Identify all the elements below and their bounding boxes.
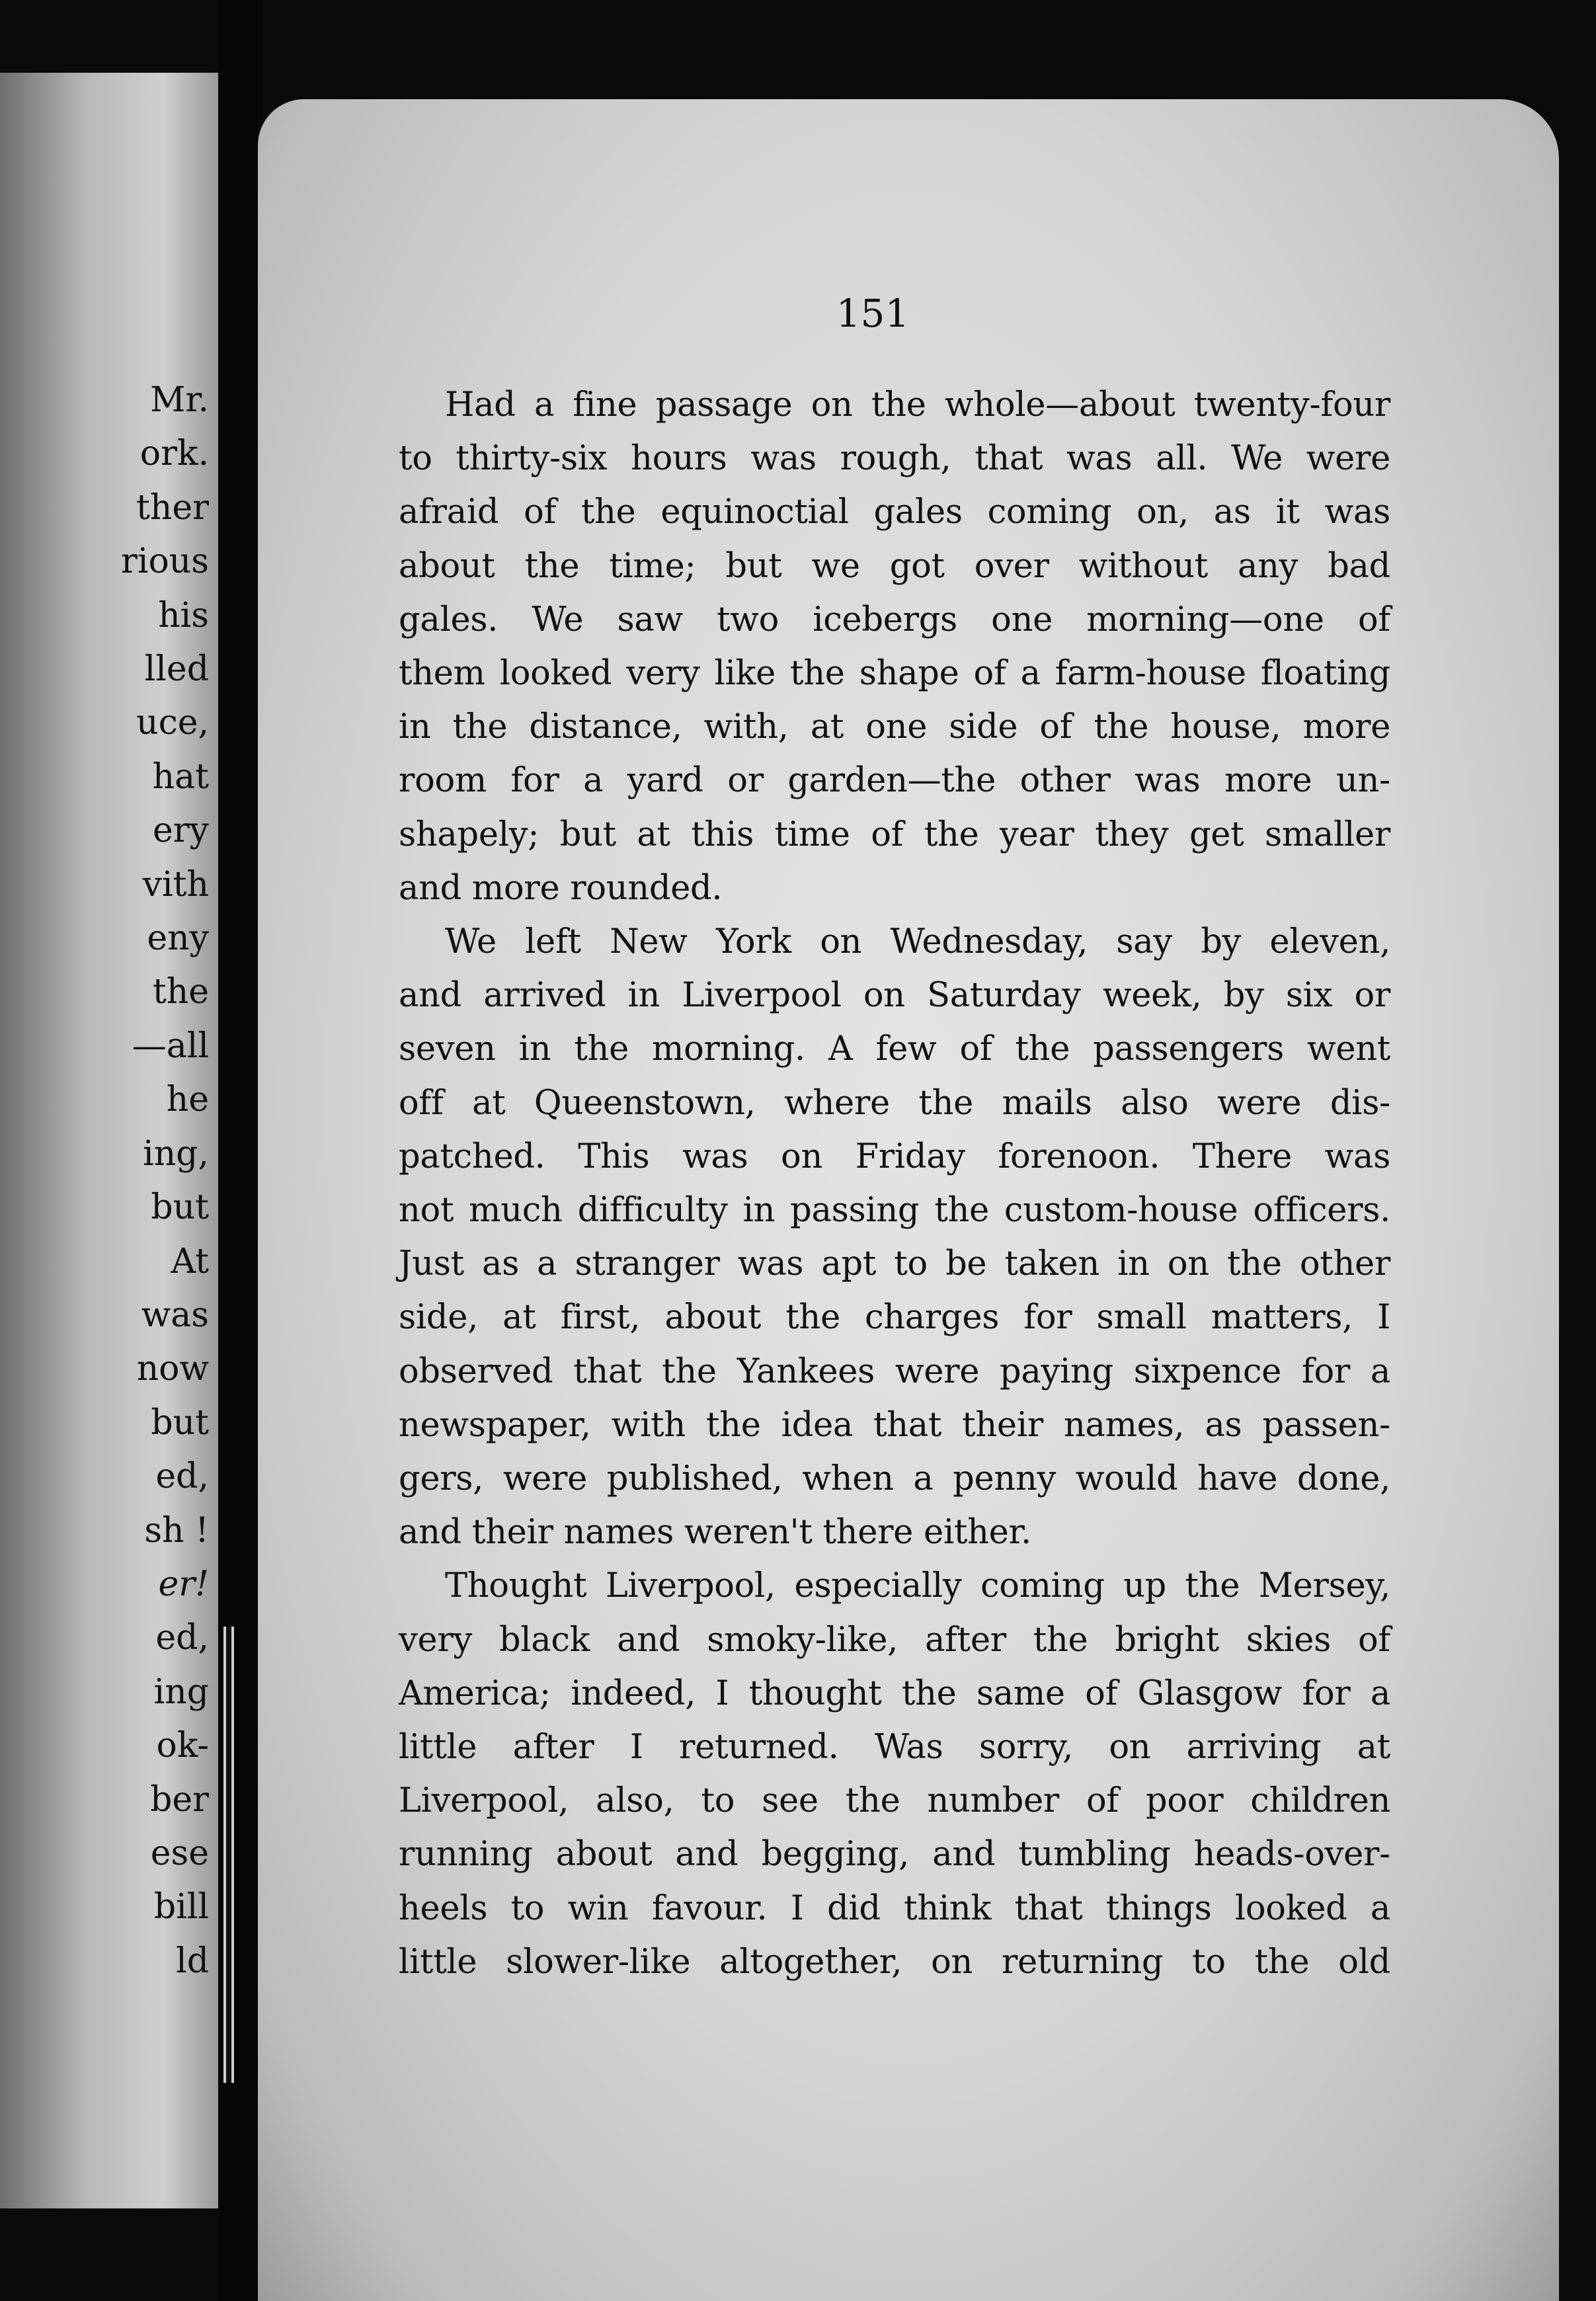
text-line: running about and begging, and tumbling heads-over- xyxy=(399,1835,1390,1875)
previous-page-line: but xyxy=(151,1402,209,1443)
body-text xyxy=(399,378,1390,1989)
text-line: shapely; but at this time of the year they get smaller xyxy=(399,815,1390,854)
text-line: and their names weren't there either. xyxy=(399,1513,1031,1553)
text-line: Liverpool, also, to see the number of poor children xyxy=(399,1781,1390,1821)
text-line: off at Queenstown, where the mails also were dis- xyxy=(399,1083,1390,1123)
text-line: not much difficulty in passing the custom-house officers. xyxy=(399,1191,1390,1231)
previous-page-line: hat xyxy=(152,756,209,797)
previous-page-line: Mr. xyxy=(150,380,209,420)
page-number: 151 xyxy=(836,291,910,336)
previous-page-line: ese xyxy=(150,1833,209,1873)
text-line: to thirty-six hours was rough, that was all. We were xyxy=(399,439,1390,479)
text-line: and arrived in Liverpool on Saturday week, by six or xyxy=(399,976,1390,1016)
text-line: observed that the Yankees were paying sixpence for a xyxy=(399,1352,1390,1391)
previous-page-line: his xyxy=(158,595,209,635)
text-line: gers, were published, when a penny would have done, xyxy=(399,1459,1390,1499)
text-line: in the distance, with, at one side of the house, more xyxy=(399,707,1390,747)
previous-page-line: bill xyxy=(153,1887,209,1927)
previous-page-line: lled xyxy=(144,649,209,690)
text-line: afraid of the equinoctial gales coming on, as it was xyxy=(399,493,1390,532)
spine-binding xyxy=(223,1627,234,2083)
text-line: newspaper, with the idea that their names, as passen- xyxy=(399,1405,1390,1445)
previous-page-line: At xyxy=(171,1241,209,1281)
text-line: America; indeed, I thought the same of Glasgow for a xyxy=(399,1674,1390,1713)
previous-page-line: uce, xyxy=(136,703,209,743)
previous-page-line: ork. xyxy=(140,434,209,474)
text-line: and more rounded. xyxy=(399,868,723,908)
previous-page-line: ing, xyxy=(143,1133,209,1174)
text-line: very black and smoky-like, after the bright skies of xyxy=(399,1620,1390,1660)
previous-page-line: er! xyxy=(158,1564,209,1604)
text-line: them looked very like the shape of a farm-house floating xyxy=(399,654,1390,694)
previous-page-line: was xyxy=(141,1295,209,1335)
previous-page-line: now xyxy=(136,1349,209,1389)
previous-page-line: ed, xyxy=(155,1457,209,1497)
previous-page-line: eny xyxy=(147,918,209,959)
text-line: patched. This was on Friday forenoon. There was xyxy=(399,1137,1390,1176)
previous-page-text xyxy=(11,374,209,1988)
text-line: little slower-like altogether, on returning to the old xyxy=(399,1942,1390,1982)
text-line: Thought Liverpool, especially coming up the Mersey, xyxy=(445,1566,1390,1606)
text-line: about the time; but we got over without any bad xyxy=(399,546,1390,586)
text-line: Had a fine passage on the whole—about twenty-four xyxy=(445,385,1390,424)
previous-page-line: —all xyxy=(132,1026,209,1066)
previous-page-line: rious xyxy=(121,542,209,582)
text-line: room for a yard or garden—the other was more un- xyxy=(399,761,1390,801)
text-line: heels to win favour. I did think that things looked a xyxy=(399,1888,1390,1928)
previous-page-line: the xyxy=(152,972,209,1012)
previous-page-edge xyxy=(0,73,218,2208)
text-line: gales. We saw two icebergs one morning—one of xyxy=(399,600,1390,639)
previous-page-line: ber xyxy=(150,1779,209,1820)
previous-page-line: ed, xyxy=(155,1618,209,1658)
previous-page-line: but xyxy=(151,1188,209,1228)
text-line: little after I returned. Was sorry, on arriving at xyxy=(399,1728,1390,1767)
text-line: Just as a stranger was apt to be taken in on the other xyxy=(399,1244,1390,1284)
text-line: seven in the morning. A few of the passengers went xyxy=(399,1029,1390,1069)
previous-page-line: ok- xyxy=(156,1726,209,1766)
previous-page-line: ery xyxy=(152,811,209,851)
text-line: side, at first, about the charges for small matters, I xyxy=(399,1298,1390,1338)
previous-page-line: he xyxy=(166,1080,209,1120)
text-line: We left New York on Wednesday, say by eleven, xyxy=(445,922,1390,962)
previous-page-line: ld xyxy=(176,1941,209,1981)
previous-page-line: ther xyxy=(136,487,209,528)
previous-page-line: ing xyxy=(153,1672,209,1712)
previous-page-line: sh ! xyxy=(144,1510,209,1551)
previous-page-line: vith xyxy=(142,864,209,905)
